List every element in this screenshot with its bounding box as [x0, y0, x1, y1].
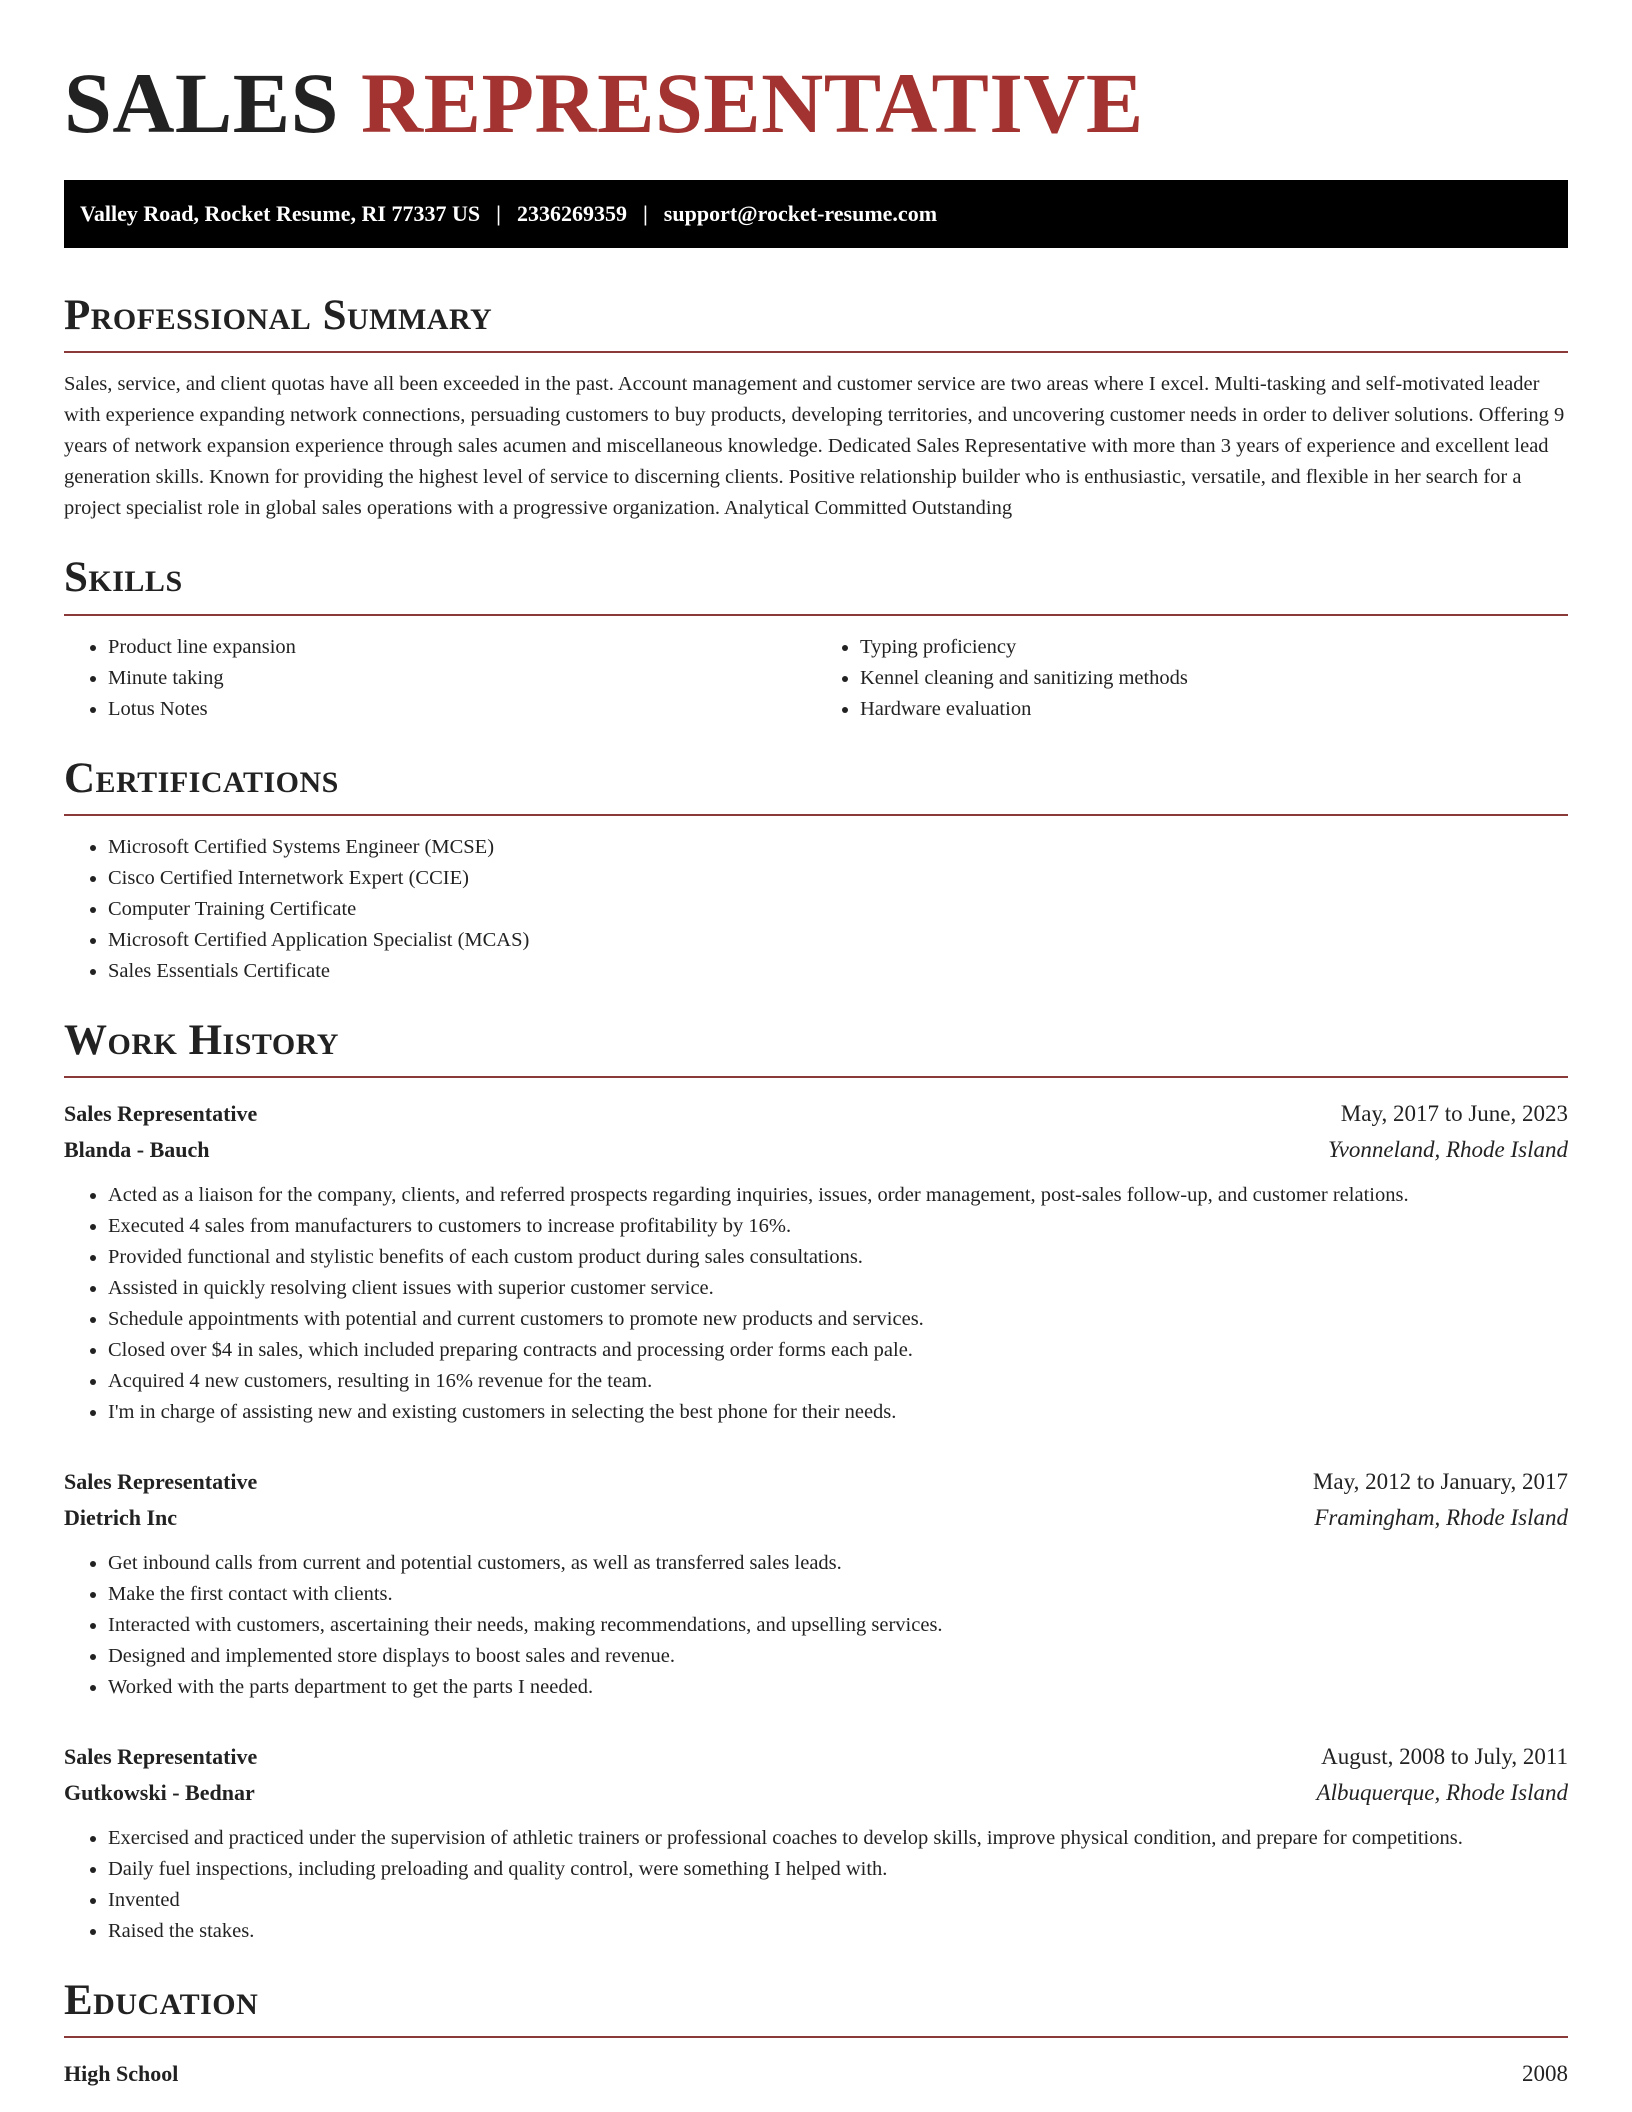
job-entry: [64, 1739, 1568, 1947]
certifications-list: [64, 832, 1568, 987]
job-bullets: [64, 1548, 1568, 1703]
contact-email: support@rocket-resume.com: [663, 201, 938, 226]
job-location: Yvonneland, Rhode Island: [1328, 1137, 1568, 1163]
contact-bar: [64, 180, 1568, 248]
job-title: Sales Representative: [64, 1469, 258, 1495]
summary-text: Sales, service, and client quotas have all been exceeded in the past. Account management and customer service are two areas where I excel. Multi-tasking and self-motivated leader with experience expanding network connections, persuading customers to buy products, developing territories, and uncovering customer needs in order to deliver solutions. Offering 9 years of network expansion experience through sales acumen and miscellaneous knowledge. Dedicated Sales Representative with more than 3 years of experience and excellent lead generation skills. Known for providing the highest level of service to discerning clients. Positive relationship builder who is enthusiastic, versatile, and flexible in her search for a project specialist role in global sales operations with a progressive organization. Analytical Committed Outstanding: [64, 373, 1565, 520]
job-title-row: [64, 1464, 1568, 1500]
skills-grid: [64, 616, 1568, 725]
job-title-row: [64, 1096, 1568, 1132]
education-year: 2008: [1522, 2061, 1568, 2087]
contact-separator: |: [642, 201, 648, 226]
job-bullet: • Provided functional and stylistic benefits of each custom product during sales consultations.: [108, 1242, 1568, 1273]
summary-section: [64, 292, 1568, 524]
skills-section: [64, 554, 1568, 724]
job-bullet: • Executed 4 sales from manufacturers to customers to increase profitability by 16%.: [108, 1211, 1568, 1242]
job-dates: May, 2012 to January, 2017: [1312, 1469, 1568, 1495]
certification-item: • Microsoft Certified Application Specialist (MCAS): [108, 925, 1568, 956]
job-title: Sales Representative: [64, 1101, 258, 1127]
job-bullets: [64, 1823, 1568, 1947]
resume-title: [64, 55, 1568, 151]
job-bullet: • Worked with the parts department to get the parts I needed.: [108, 1672, 1568, 1703]
job-company-row: [64, 1132, 1568, 1168]
job-bullet: • I'm in charge of assisting new and existing customers in selecting the best phone for their needs.: [108, 1397, 1568, 1428]
job-bullets: [64, 1180, 1568, 1428]
skill-item: • Hardware evaluation: [860, 694, 1568, 725]
job-company: Gutkowski - Bednar: [64, 1780, 255, 1806]
skill-item: • Kennel cleaning and sanitizing methods: [860, 663, 1568, 694]
job-dates: August, 2008 to July, 2011: [1321, 1744, 1568, 1770]
skill-item: • Lotus Notes: [108, 694, 816, 725]
skill-item: • Typing proficiency: [860, 632, 1568, 663]
job-entry: [64, 1464, 1568, 1703]
contact-phone: 2336269359: [516, 201, 627, 226]
job-bullet: • Schedule appointments with potential and current customers to promote new products and services.: [108, 1304, 1568, 1335]
job-bullet: • Designed and implemented store displays to boost sales and revenue.: [108, 1641, 1568, 1672]
skills-heading: Skills: [64, 554, 1568, 615]
job-bullet: • Assisted in quickly resolving client issues with superior customer service.: [108, 1273, 1568, 1304]
job-title-row: [64, 1739, 1568, 1775]
job-bullet: • Make the first contact with clients.: [108, 1579, 1568, 1610]
job-bullet: • Exercised and practiced under the supervision of athletic trainers or professional coaches to develop skills, improve physical condition, and prepare for competitions.: [108, 1823, 1568, 1854]
job-bullet: • Acted as a liaison for the company, clients, and referred prospects regarding inquiries, issues, order management, post-sales follow-up, and customer relations.: [108, 1180, 1568, 1211]
work-history-section: [64, 1017, 1568, 1947]
title-second-word: REPRESENTATIVE: [361, 55, 1144, 151]
education-section: [64, 1977, 1568, 2092]
title-first-word: SALES: [64, 55, 339, 151]
certifications-section: [64, 755, 1568, 987]
certification-item: • Cisco Certified Internetwork Expert (CCIE): [108, 863, 1568, 894]
job-company: Dietrich Inc: [64, 1505, 178, 1531]
job-bullet: • Daily fuel inspections, including preloading and quality control, were something I helped with.: [108, 1854, 1568, 1885]
education-heading: Education: [64, 1977, 1568, 2038]
job-company-row: [64, 1775, 1568, 1811]
job-bullet: • Acquired 4 new customers, resulting in 16% revenue for the team.: [108, 1366, 1568, 1397]
contact-address: Valley Road, Rocket Resume, RI 77337 US: [80, 201, 481, 226]
education-row: [64, 2056, 1568, 2092]
job-bullet: • Raised the stakes.: [108, 1916, 1568, 1947]
job-entry: [64, 1096, 1568, 1428]
certification-item: • Computer Training Certificate: [108, 894, 1568, 925]
job-bullet: • Get inbound calls from current and potential customers, as well as transferred sales leads.: [108, 1548, 1568, 1579]
job-company: Blanda - Bauch: [64, 1137, 210, 1163]
certifications-heading: Certifications: [64, 755, 1568, 816]
education-entry: [64, 2056, 1568, 2092]
job-bullet: • Interacted with customers, ascertaining their needs, making recommendations, and upselling services.: [108, 1610, 1568, 1641]
job-company-row: [64, 1500, 1568, 1536]
job-location: Framingham, Rhode Island: [1314, 1505, 1568, 1531]
job-location: Albuquerque, Rhode Island: [1316, 1780, 1568, 1806]
job-bullet: • Invented: [108, 1885, 1568, 1916]
contact-separator: |: [496, 201, 501, 226]
certification-item: • Sales Essentials Certificate: [108, 956, 1568, 987]
education-degree: High School: [64, 2061, 179, 2087]
skills-list-left: [64, 632, 816, 725]
job-bullet: • Closed over $4 in sales, which included preparing contracts and processing order forms each pale.: [108, 1335, 1568, 1366]
work-history-heading: Work History: [64, 1017, 1568, 1078]
certification-item: • Microsoft Certified Systems Engineer (MCSE): [108, 832, 1568, 863]
job-dates: May, 2017 to June, 2023: [1340, 1101, 1568, 1127]
skills-list-right: [816, 632, 1568, 725]
skill-item: • Product line expansion: [108, 632, 816, 663]
job-title: Sales Representative: [64, 1744, 258, 1770]
skill-item: • Minute taking: [108, 663, 816, 694]
summary-heading: Professional Summary: [64, 292, 1568, 353]
